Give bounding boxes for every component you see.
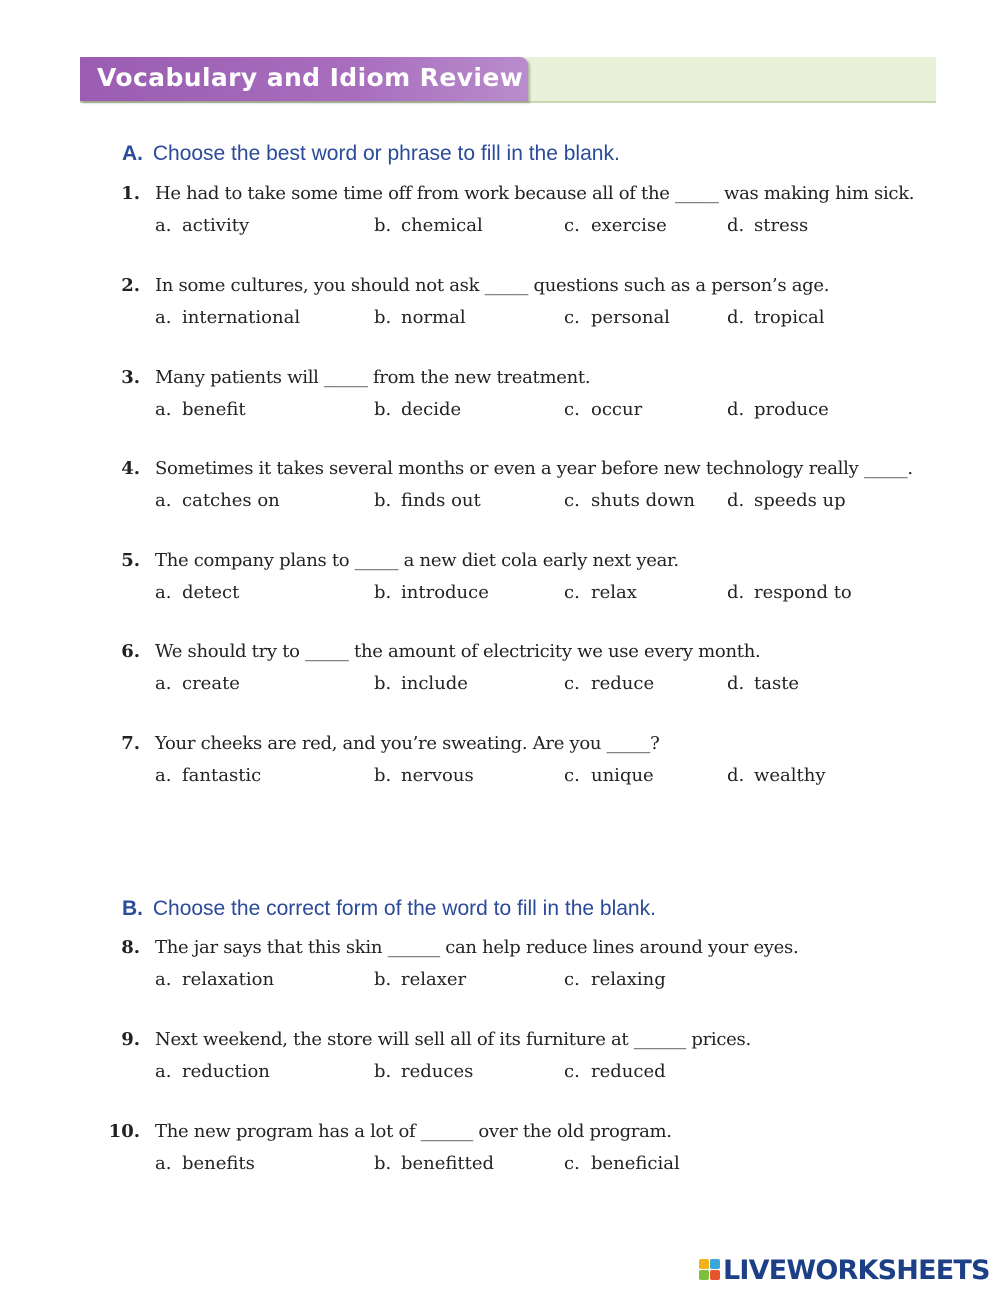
question-9 — [0, 1028, 1000, 1088]
option-c[interactable] — [564, 764, 654, 788]
option-letter: b. — [374, 582, 392, 603]
question-8 — [0, 936, 1000, 996]
question-number: 10. — [108, 1121, 140, 1142]
option-letter: d. — [727, 399, 745, 420]
question-5 — [0, 549, 1000, 609]
logo-square-1 — [699, 1259, 709, 1269]
option-text: nervous — [401, 765, 474, 786]
question-4 — [0, 457, 1000, 517]
question-text: The new program has a lot of ______ over the old program. — [155, 1121, 672, 1142]
option-text: create — [182, 673, 240, 694]
section-b-heading — [122, 897, 656, 921]
option-a[interactable] — [155, 214, 249, 238]
option-text: include — [401, 673, 468, 694]
option-a[interactable] — [155, 306, 300, 330]
header-banner — [80, 57, 936, 104]
option-text: relax — [591, 582, 637, 603]
option-text: reduced — [591, 1061, 666, 1082]
option-text: personal — [591, 307, 670, 328]
option-c[interactable] — [564, 489, 695, 513]
option-letter: a. — [155, 765, 172, 786]
option-letter: b. — [374, 673, 392, 694]
option-text: exercise — [591, 215, 667, 236]
option-text: occur — [591, 399, 643, 420]
question-6 — [0, 640, 1000, 700]
section-instruction: Choose the best word or phrase to fill in the blank. — [152, 142, 620, 165]
option-b[interactable] — [374, 581, 489, 605]
option-b[interactable] — [374, 672, 468, 696]
option-letter: b. — [374, 399, 392, 420]
option-letter: a. — [155, 307, 172, 328]
option-letter: d. — [727, 765, 745, 786]
option-text: reduction — [182, 1061, 270, 1082]
option-letter: d. — [727, 673, 745, 694]
option-letter: b. — [374, 1153, 392, 1174]
question-number: 7. — [121, 733, 140, 754]
question-2 — [0, 274, 1000, 334]
option-a[interactable] — [155, 764, 261, 788]
option-d[interactable] — [727, 398, 829, 422]
option-text: chemical — [401, 215, 483, 236]
option-b[interactable] — [374, 1152, 494, 1176]
question-7 — [0, 732, 1000, 792]
option-letter: b. — [374, 215, 392, 236]
logo-text: LIVEWORKSHEETS — [723, 1255, 990, 1286]
question-number: 8. — [121, 937, 140, 958]
option-letter: c. — [564, 1153, 580, 1174]
question-number: 1. — [121, 183, 140, 204]
option-letter: b. — [374, 765, 392, 786]
option-text: reduces — [401, 1061, 474, 1082]
option-letter: a. — [155, 673, 172, 694]
option-letter: c. — [564, 307, 580, 328]
option-text: benefit — [182, 399, 246, 420]
section-letter: A. — [122, 142, 143, 165]
option-text: unique — [591, 765, 654, 786]
option-d[interactable] — [727, 306, 825, 330]
option-c[interactable] — [564, 581, 637, 605]
option-letter: c. — [564, 1061, 580, 1082]
option-letter: a. — [155, 582, 172, 603]
option-letter: a. — [155, 399, 172, 420]
question-text: Many patients will _____ from the new treatment. — [155, 367, 591, 388]
question-text: Your cheeks are red, and you’re sweating. Are you _____? — [155, 733, 660, 754]
question-text: The company plans to _____ a new diet cola early next year. — [155, 550, 679, 571]
option-text: shuts down — [591, 490, 695, 511]
option-text: relaxer — [401, 969, 467, 990]
question-text: The jar says that this skin ______ can help reduce lines around your eyes. — [155, 937, 799, 958]
option-letter: b. — [374, 1061, 392, 1082]
option-text: fantastic — [182, 765, 262, 786]
option-d[interactable] — [727, 581, 852, 605]
option-letter: d. — [727, 215, 745, 236]
option-text: normal — [401, 307, 466, 328]
page-title: Vocabulary and Idiom Review — [97, 63, 524, 92]
option-letter: d. — [727, 307, 745, 328]
option-letter: a. — [155, 215, 172, 236]
option-letter: b. — [374, 969, 392, 990]
option-a[interactable] — [155, 489, 280, 513]
section-a-heading — [122, 142, 620, 166]
option-b[interactable] — [374, 398, 461, 422]
option-c[interactable] — [564, 1060, 666, 1084]
question-number: 6. — [121, 641, 140, 662]
option-b[interactable] — [374, 1060, 473, 1084]
option-letter: c. — [564, 399, 580, 420]
option-text: relaxing — [591, 969, 666, 990]
option-letter: d. — [727, 582, 745, 603]
option-text: tropical — [754, 307, 825, 328]
option-letter: d. — [727, 490, 745, 511]
option-text: reduce — [591, 673, 655, 694]
option-letter: c. — [564, 490, 580, 511]
logo-square-2 — [710, 1259, 720, 1269]
option-c[interactable] — [564, 398, 642, 422]
option-d[interactable] — [727, 764, 826, 788]
option-text: produce — [754, 399, 829, 420]
logo-square-4 — [710, 1270, 720, 1280]
option-c[interactable] — [564, 968, 666, 992]
option-letter: a. — [155, 1153, 172, 1174]
logo-square-3 — [699, 1270, 709, 1280]
question-text: We should try to _____ the amount of electricity we use every month. — [155, 641, 761, 662]
option-letter: c. — [564, 582, 580, 603]
option-letter: b. — [374, 307, 392, 328]
option-text: taste — [754, 673, 800, 694]
option-c[interactable] — [564, 306, 670, 330]
option-b[interactable] — [374, 214, 483, 238]
question-number: 4. — [121, 458, 140, 479]
option-d[interactable] — [727, 489, 846, 513]
question-number: 9. — [121, 1029, 140, 1050]
option-a[interactable] — [155, 968, 274, 992]
logo-mark-icon — [699, 1259, 720, 1280]
question-number: 5. — [121, 550, 140, 571]
question-number: 3. — [121, 367, 140, 388]
question-1 — [0, 182, 1000, 242]
option-text: beneficial — [591, 1153, 680, 1174]
option-letter: a. — [155, 1061, 172, 1082]
option-text: benefitted — [401, 1153, 495, 1174]
option-a[interactable] — [155, 672, 240, 696]
option-text: international — [182, 307, 301, 328]
option-a[interactable] — [155, 581, 239, 605]
option-text: introduce — [401, 582, 489, 603]
question-number: 2. — [121, 275, 140, 296]
option-letter: c. — [564, 969, 580, 990]
option-letter: c. — [564, 673, 580, 694]
option-b[interactable] — [374, 968, 466, 992]
option-a[interactable] — [155, 398, 246, 422]
question-10 — [0, 1120, 1000, 1180]
banner-title-tab — [80, 57, 528, 101]
option-letter: a. — [155, 490, 172, 511]
option-text: decide — [401, 399, 462, 420]
option-b[interactable] — [374, 306, 466, 330]
option-letter: c. — [564, 765, 580, 786]
option-text: relaxation — [182, 969, 275, 990]
question-text: Next weekend, the store will sell all of its furniture at ______ prices. — [155, 1029, 751, 1050]
option-c[interactable] — [564, 1152, 680, 1176]
option-text: catches on — [182, 490, 280, 511]
question-text: Sometimes it takes several months or even a year before new technology really _____. — [155, 458, 913, 479]
option-text: speeds up — [754, 490, 846, 511]
option-text: activity — [182, 215, 250, 236]
question-text: He had to take some time off from work because all of the _____ was making him sick. — [155, 183, 915, 204]
question-text: In some cultures, you should not ask _____ questions such as a person’s age. — [155, 275, 830, 296]
option-c[interactable] — [564, 672, 654, 696]
liveworksheets-logo — [699, 1255, 999, 1287]
option-d[interactable] — [727, 672, 799, 696]
option-text: respond to — [754, 582, 852, 603]
option-text: wealthy — [754, 765, 826, 786]
option-letter: b. — [374, 490, 392, 511]
section-letter: B. — [122, 897, 143, 920]
option-c[interactable] — [564, 214, 667, 238]
option-letter: a. — [155, 969, 172, 990]
option-letter: c. — [564, 215, 580, 236]
option-text: stress — [754, 215, 809, 236]
option-a[interactable] — [155, 1060, 270, 1084]
option-b[interactable] — [374, 764, 474, 788]
option-text: benefits — [182, 1153, 255, 1174]
option-text: finds out — [401, 490, 481, 511]
question-3 — [0, 366, 1000, 426]
option-d[interactable] — [727, 214, 808, 238]
option-a[interactable] — [155, 1152, 255, 1176]
option-b[interactable] — [374, 489, 481, 513]
option-text: detect — [182, 582, 240, 603]
section-instruction: Choose the correct form of the word to fill in the blank. — [152, 897, 656, 920]
